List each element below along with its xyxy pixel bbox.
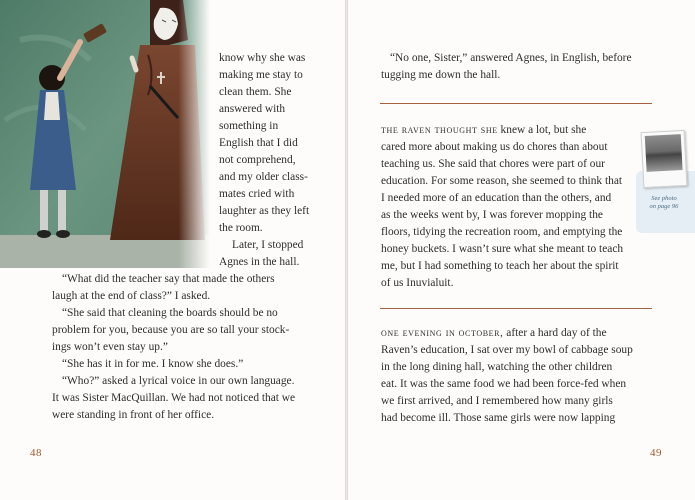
body-line: eat. It was the same food we had been force-fed when [381,378,627,390]
body-line: Raven’s education, I sat over my bowl of cabbage soup [381,344,633,356]
body-text: after a hard day of the [503,327,607,339]
body-text: knew a lot, but she [497,124,587,136]
body-line: It was Sister MacQuillan. We had not noticed that we [52,392,296,404]
body-line: “What did the teacher say that made the others [62,273,275,285]
body-line: in the long dining hall, watching the other children [381,361,613,373]
column-line: mates cried with [219,188,295,200]
column-line: answered with [219,103,286,115]
section-first-line [381,122,586,139]
photo-caption-line: on page 96 [649,203,679,210]
section-lead: the raven thought she [381,124,498,136]
column-line: clean them. She [219,86,292,98]
section-first-line [381,325,607,342]
illustration-girl-and-nun [0,0,210,268]
body-line: problem for you, because you are so tall your stock- [52,324,290,336]
body-line: honey buckets. I wasn’t sure what she meant to teach [381,243,624,255]
column-line: Later, I stopped [232,239,304,251]
left-page [0,0,345,500]
body-line: floors, tidying the recreation room, and emptying the [381,226,623,238]
page-number: 48 [30,447,42,459]
photo-caption-line: See photo [651,195,677,202]
column-line: and my older class- [219,171,308,183]
photo-caption [638,195,690,211]
illustration-art [0,0,210,268]
body-line: of us Inuvialuit. [381,277,454,289]
body-line: teaching us. She said that chores were part of our [381,158,605,170]
body-line: tugging me down the hall. [381,69,501,81]
column-line: something in [219,120,279,132]
page-number: 49 [650,447,662,459]
column-line: laughter as they left [219,205,310,217]
body-line: were standing in front of her office. [52,409,215,421]
body-line: as the weeks went by, I was forever mopping the [381,209,603,221]
body-line: ings won’t even stay up.” [52,341,168,353]
column-line: Agnes in the hall. [219,256,300,268]
section-lead: one evening in october, [381,327,504,339]
body-line: laugh at the end of class?” I asked. [52,290,211,302]
photo-thumbnail[interactable] [641,130,688,188]
column-line: the room. [219,222,263,234]
body-line: had become ill. Those same girls were now lapping [381,412,616,424]
column-line: not comprehend, [219,154,296,166]
body-line: cared more about making us do chores than about [381,141,608,153]
body-line: I needed more of an education than the others, and [381,192,612,204]
body-line: me, but I had something to teach her about the spirit [381,260,619,272]
photo-thumbnail-image [645,134,683,172]
body-line: education. For some reason, she seemed to think that [381,175,623,187]
section-divider [380,103,652,104]
column-line: know why she was [219,52,306,64]
photo-reference-tab[interactable] [636,127,695,239]
body-line: “No one, Sister,” answered Agnes, in English, before [390,52,632,64]
column-line: making me stay to [219,69,303,81]
column-line: English that I did [219,137,298,149]
section-divider [380,308,652,309]
body-line: “She has it in for me. I know she does.” [62,358,244,370]
body-line: “She said that cleaning the boards should be no [62,307,278,319]
body-line: “Who?” asked a lyrical voice in our own language. [62,375,295,387]
body-line: we first arrived, and I remembered how many girls [381,395,613,407]
